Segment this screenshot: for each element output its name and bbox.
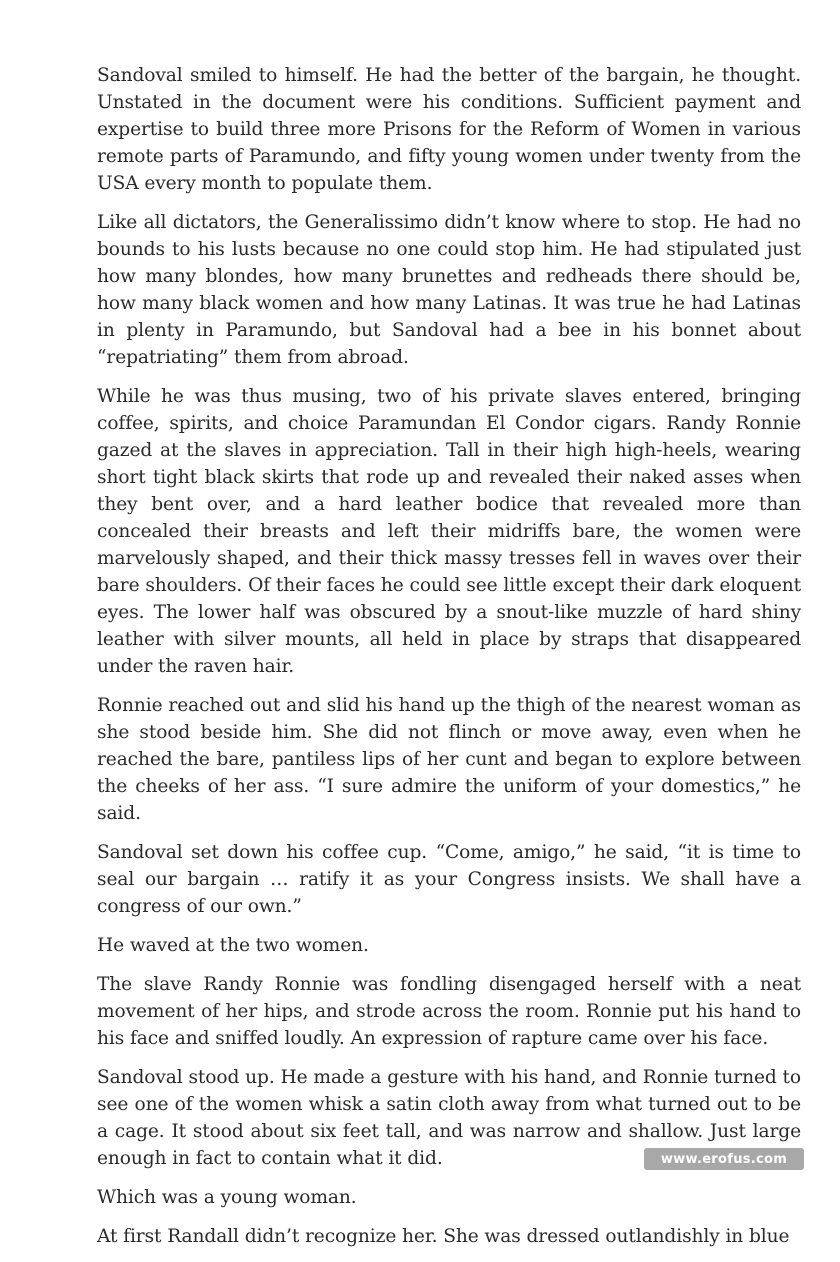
paragraph-4: Ronnie reached out and slid his hand up the thigh of the nearest woman as she stood beside him. She did not flinch or move away, even when he reached the bare, pantiless lips of her cunt and began to explore between the cheeks of her ass. “I sure admire the uniform of your domestics,” he said. <box>97 695 801 824</box>
paragraph-7: The slave Randy Ronnie was fondling disengaged herself with a neat movement of her hips, and strode across the room. Ronnie put his hand to his face and sniffed loudly. An expression of rapture came over his face. <box>97 974 801 1049</box>
paragraph-2: Like all dictators, the Generalissimo didn’t know where to stop. He had no bounds to his lusts because no one could stop him. He had stipulated just how many blondes, how many brunettes and redheads there should be, how many black women and how many Latinas. It was true he had Latinas in plenty in Paramundo, but Sandoval had a bee in his bonnet about “repatriating” them from abroad. <box>97 212 801 368</box>
paragraph-6: He waved at the two women. <box>97 935 369 956</box>
watermark: www.erofus.com <box>644 1148 804 1170</box>
paragraph-9: Which was a young woman. <box>97 1187 357 1208</box>
text-column <box>97 62 801 1262</box>
paragraph-8: Sandoval stood up. He made a gesture with his hand, and Ronnie turned to see one of the women whisk a satin cloth away from what turned out to be a cage. It stood about six feet tall, and was narrow and shallow. Just large enough in fact to contain what it did. <box>97 1067 801 1169</box>
paragraph-1: Sandoval smiled to himself. He had the better of the bargain, he thought. Unstated in the document were his conditions. Sufficient payment and expertise to build three more Prisons for the Reform of Women in various remote parts of Paramundo, and fifty young women under twenty from the USA every month to populate them. <box>97 65 801 194</box>
paragraph-10: At first Randall didn’t recognize her. She was dressed outlandishly in blue <box>97 1226 790 1247</box>
paragraph-5: Sandoval set down his coffee cup. “Come, amigo,” he said, “it is time to seal our bargain … ratify it as your Congress insists. We shall have a congress of our own.” <box>97 842 801 917</box>
paragraph-3: While he was thus musing, two of his private slaves entered, bringing coffee, spirits, and choice Paramundan El Condor cigars. Randy Ronnie gazed at the slaves in appreciation. Tall in their high high-heels, wearing short tight black skirts that rode up and revealed their naked asses when they bent over, and a hard leather bodice that revealed more than concealed their breasts and left their midriffs bare, the women were marvelously shaped, and their thick massy tresses fell in waves over their bare shoulders. Of their faces he could see little except their dark eloquent eyes. The lower half was obscured by a snout-like muzzle of hard shiny leather with silver mounts, all held in place by straps that disappeared under the raven hair. <box>97 386 801 677</box>
